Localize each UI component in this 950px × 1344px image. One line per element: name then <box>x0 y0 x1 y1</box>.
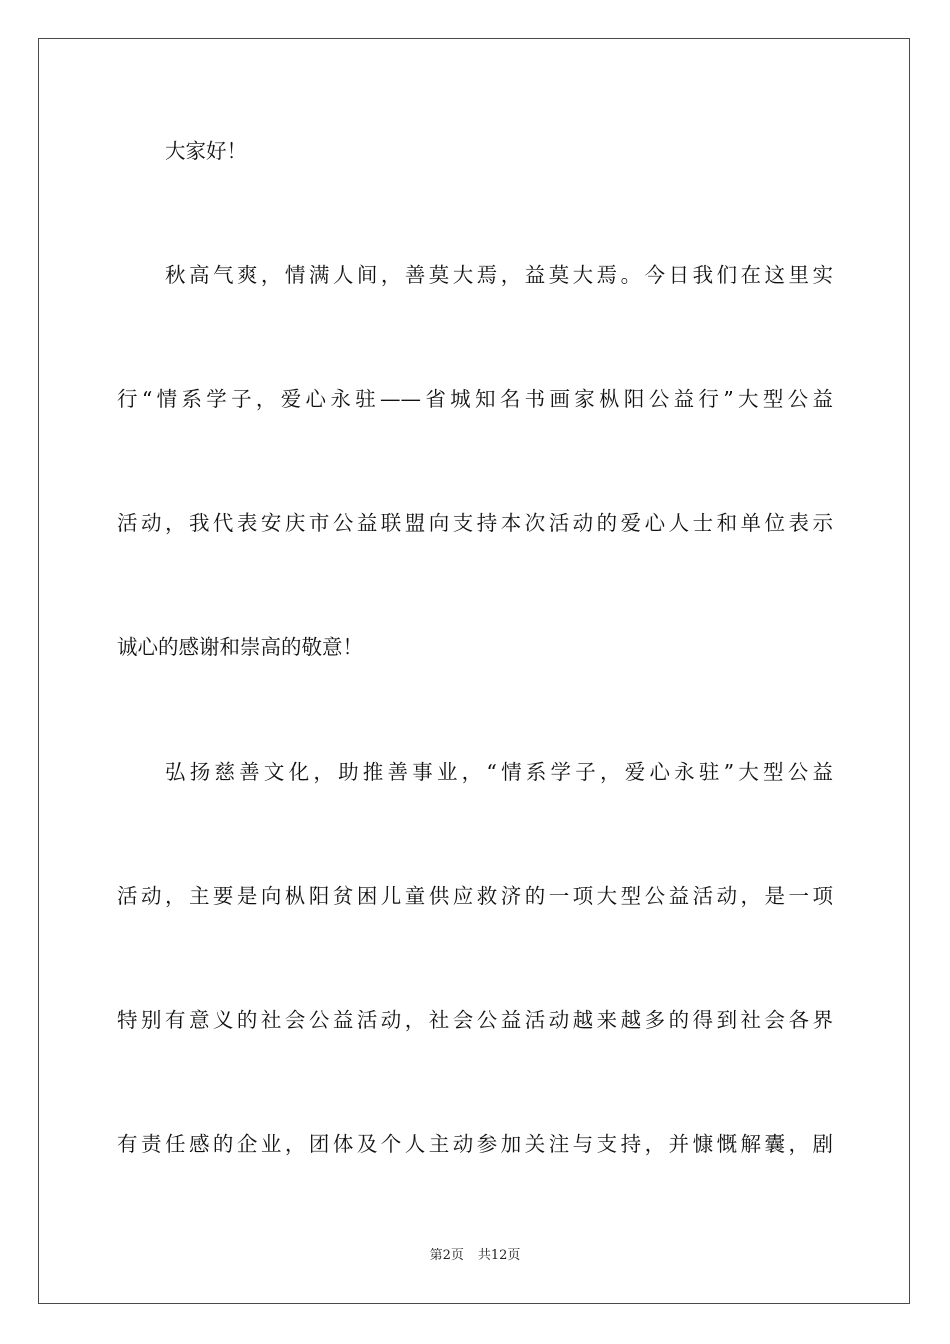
paragraph-1-line-3: 活动，我代表安庆市公益联盟向支持本次活动的爱心人士和单位表示 <box>117 511 833 535</box>
paragraph-2-line-1: 弘扬慈善文化，助推善事业，“情系学子，爱心永驻”大型公益 <box>165 760 833 784</box>
paragraph-1-line-2: 行“情系学子，爱心永驻——省城知名书画家枞阳公益行”大型公益 <box>117 387 833 411</box>
page-footer <box>0 1247 950 1265</box>
greeting-line: 大家好！ <box>165 139 247 163</box>
total-pages: 共12页 <box>477 1248 521 1263</box>
paragraph-1-line-1: 秋高气爽，情满人间，善莫大焉，益莫大焉。今日我们在这里实 <box>165 263 833 287</box>
paragraph-2-line-2: 活动，主要是向枞阳贫困儿童供应救济的一项大型公益活动，是一项 <box>117 884 833 908</box>
paragraph-2-line-4: 有责任感的企业，团体及个人主动参加关注与支持，并慷慨解囊，剧 <box>117 1132 833 1156</box>
page-number: 第2页 <box>429 1248 464 1263</box>
page-border <box>38 38 910 1304</box>
paragraph-1-line-4: 诚心的感谢和崇高的敬意！ <box>117 635 363 659</box>
paragraph-2-line-3: 特别有意义的社会公益活动，社会公益活动越来越多的得到社会各界 <box>117 1008 833 1032</box>
